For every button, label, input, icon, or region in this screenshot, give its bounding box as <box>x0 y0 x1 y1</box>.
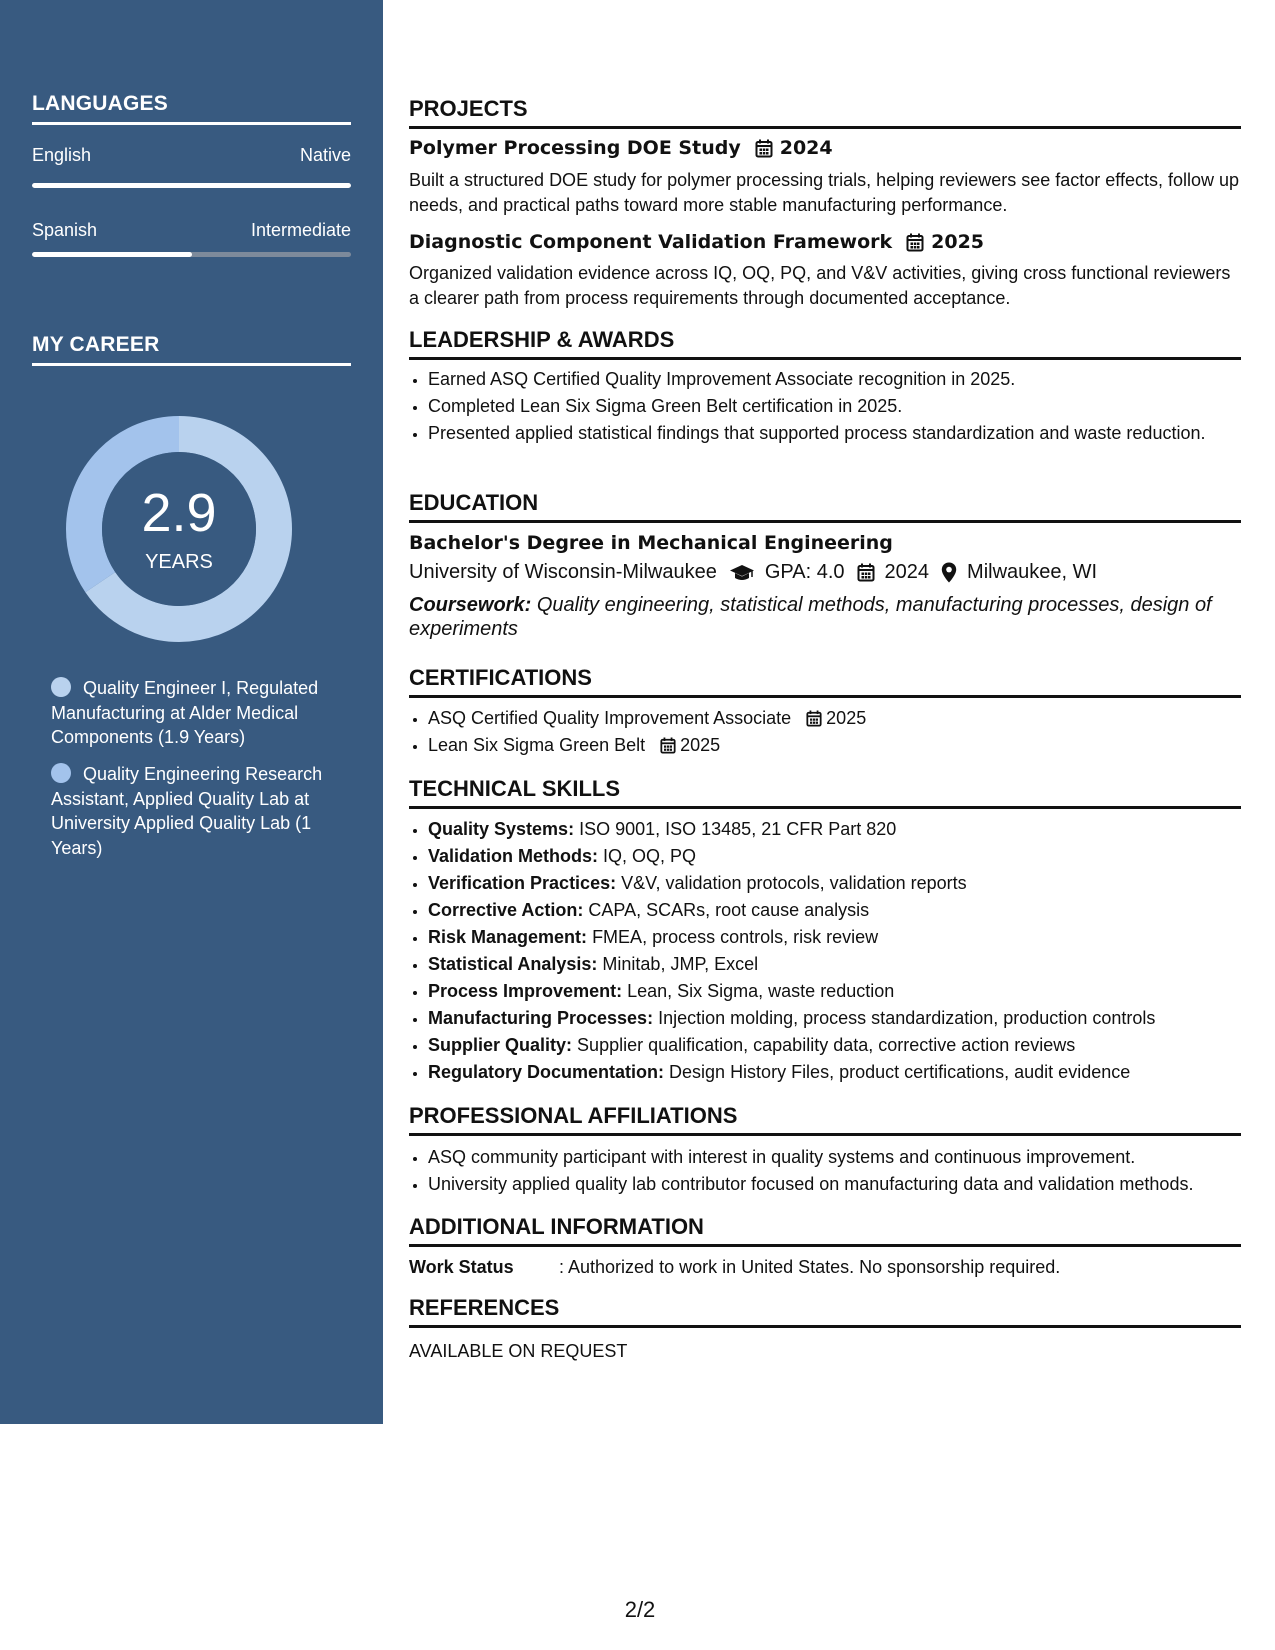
career-item-text: Quality Engineer I, Regulated Manufacturing at Alder Medical Components (1.9 Years) <box>51 678 319 747</box>
skill-item <box>428 898 1260 923</box>
skill-label: Corrective Action: <box>428 900 584 920</box>
skill-value: Design History Files, product certifications, audit evidence <box>669 1062 1131 1082</box>
affiliations-list <box>409 1145 1260 1199</box>
career-total-unit: YEARS <box>145 551 213 573</box>
skill-item <box>428 844 1260 869</box>
calendar-icon <box>906 233 924 252</box>
projects-title: PROJECTS <box>409 96 1241 129</box>
certification-year: 2025 <box>680 735 721 755</box>
skills-list <box>409 817 1260 1087</box>
skill-item <box>428 1006 1260 1031</box>
skill-value: V&V, validation protocols, validation reports <box>621 873 967 893</box>
skill-item <box>428 817 1260 842</box>
project-name: Polymer Processing DOE Study <box>409 137 741 159</box>
leadership-list <box>409 367 1260 448</box>
list-item: • Completed Lean Six Sigma Green Belt certification in 2025. <box>428 394 1260 419</box>
skill-value: Supplier qualification, capability data, corrective action reviews <box>577 1035 1076 1055</box>
certification-name: Lean Six Sigma Green Belt <box>428 735 646 755</box>
certifications-title: CERTIFICATIONS <box>409 665 1241 698</box>
certifications-list <box>409 706 1260 760</box>
skill-label: Risk Management: <box>428 927 588 947</box>
skill-item <box>428 871 1260 896</box>
language-level: Native <box>299 145 351 165</box>
career-total-value: 2.9 <box>141 483 217 543</box>
sidebar <box>0 0 383 1424</box>
language-row-spanish <box>32 220 351 241</box>
project-year: 2025 <box>931 231 985 253</box>
skill-label: Verification Practices: <box>428 873 617 893</box>
work-status-row <box>409 1257 1060 1278</box>
education-location: Milwaukee, WI <box>967 561 1098 583</box>
career-item-text: Quality Engineering Research Assistant, Applied Quality Lab at University Applied Quality Lab (1 Years) <box>51 764 323 858</box>
skill-value: FMEA, process controls, risk review <box>592 927 879 947</box>
calendar-icon <box>660 737 676 754</box>
skill-label: Statistical Analysis: <box>428 954 598 974</box>
page-number: 2/2 <box>624 1597 656 1622</box>
coursework-label: Coursework: <box>409 594 532 616</box>
graduation-cap-icon <box>729 563 755 583</box>
skill-label: Supplier Quality: <box>428 1035 573 1055</box>
skill-item <box>428 925 1260 950</box>
language-bar-english <box>32 183 351 188</box>
school-name: University of Wisconsin-Milwaukee <box>409 561 717 583</box>
references-title: REFERENCES <box>409 1295 1241 1328</box>
language-name: Spanish <box>32 220 98 240</box>
location-pin-icon <box>941 562 957 583</box>
language-bar-fill <box>32 252 192 257</box>
additional-info-title: ADDITIONAL INFORMATION <box>409 1214 1241 1247</box>
project-title <box>409 137 833 159</box>
list-item: • Earned ASQ Certified Quality Improvement Associate recognition in 2025. <box>428 367 1260 392</box>
skill-value: ISO 9001, ISO 13485, 21 CFR Part 820 <box>579 819 897 839</box>
list-item: • ASQ community participant with interest in quality systems and continuous improvement. <box>428 1145 1260 1170</box>
skill-item <box>428 979 1260 1004</box>
affiliations-title: PROFESSIONAL AFFILIATIONS <box>409 1103 1241 1136</box>
skill-value: IQ, OQ, PQ <box>603 846 697 866</box>
career-title: MY CAREER <box>32 333 351 366</box>
work-status-value: : Authorized to work in United States. No sponsorship required. <box>559 1257 1061 1277</box>
skill-item <box>428 1060 1260 1085</box>
education-title: EDUCATION <box>409 490 1241 523</box>
skill-item <box>428 952 1260 977</box>
certification-name: ASQ Certified Quality Improvement Associate <box>428 708 792 728</box>
list-item: • University applied quality lab contributor focused on manufacturing data and validation methods. <box>428 1172 1260 1197</box>
skill-item <box>428 1033 1260 1058</box>
project-title <box>409 231 984 253</box>
language-name: English <box>32 145 92 165</box>
languages-title: LANGUAGES <box>32 92 351 125</box>
references-text: AVAILABLE ON REQUEST <box>409 1341 628 1361</box>
list-item <box>428 706 1260 731</box>
coursework <box>409 593 1241 641</box>
list-item: • Presented applied statistical findings that supported process standardization and waste reduction. <box>428 421 1260 446</box>
career-legend-dot <box>51 763 71 783</box>
career-legend-dot <box>51 677 71 697</box>
calendar-icon <box>755 139 773 158</box>
project-description: Built a structured DOE study for polymer processing trials, helping reviewers see factor effects, follow up needs, and practical paths toward more stable manufacturing performance. <box>409 170 1240 215</box>
skills-title: TECHNICAL SKILLS <box>409 776 1241 809</box>
leadership-title: LEADERSHIP & AWARDS <box>409 327 1241 360</box>
skill-value: Injection molding, process standardization, production controls <box>658 1008 1156 1028</box>
skill-label: Manufacturing Processes: <box>428 1008 654 1028</box>
language-row-english <box>32 145 351 166</box>
project-year: 2024 <box>779 137 833 159</box>
skill-label: Regulatory Documentation: <box>428 1062 665 1082</box>
skill-label: Process Improvement: <box>428 981 623 1001</box>
certification-year: 2025 <box>826 708 867 728</box>
skill-value: CAPA, SCARs, root cause analysis <box>588 900 870 920</box>
list-item <box>428 733 1260 758</box>
skill-label: Quality Systems: <box>428 819 575 839</box>
graduation-year: 2024 <box>884 561 930 583</box>
education-details <box>409 561 1097 584</box>
skill-value: Lean, Six Sigma, waste reduction <box>627 981 895 1001</box>
skill-label: Validation Methods: <box>428 846 599 866</box>
project-name: Diagnostic Component Validation Framework <box>409 231 893 253</box>
language-level: Intermediate <box>250 220 351 240</box>
degree-title: Bachelor's Degree in Mechanical Engineering <box>409 532 893 554</box>
gpa: GPA: 4.0 <box>764 561 845 583</box>
language-bar-fill <box>32 183 351 188</box>
skill-value: Minitab, JMP, Excel <box>602 954 759 974</box>
work-status-label: Work Status <box>409 1257 514 1277</box>
calendar-icon <box>857 563 875 582</box>
coursework-text: Quality engineering, statistical methods, manufacturing processes, design of experiments <box>409 594 1212 640</box>
career-item <box>51 676 331 750</box>
language-bar-spanish <box>32 252 351 257</box>
calendar-icon <box>806 710 822 727</box>
project-description: Organized validation evidence across IQ, OQ, PQ, and V&V activities, giving cross functional reviewers a clearer path from process requirements through documented acceptance. <box>409 263 1231 308</box>
career-item <box>51 762 331 860</box>
